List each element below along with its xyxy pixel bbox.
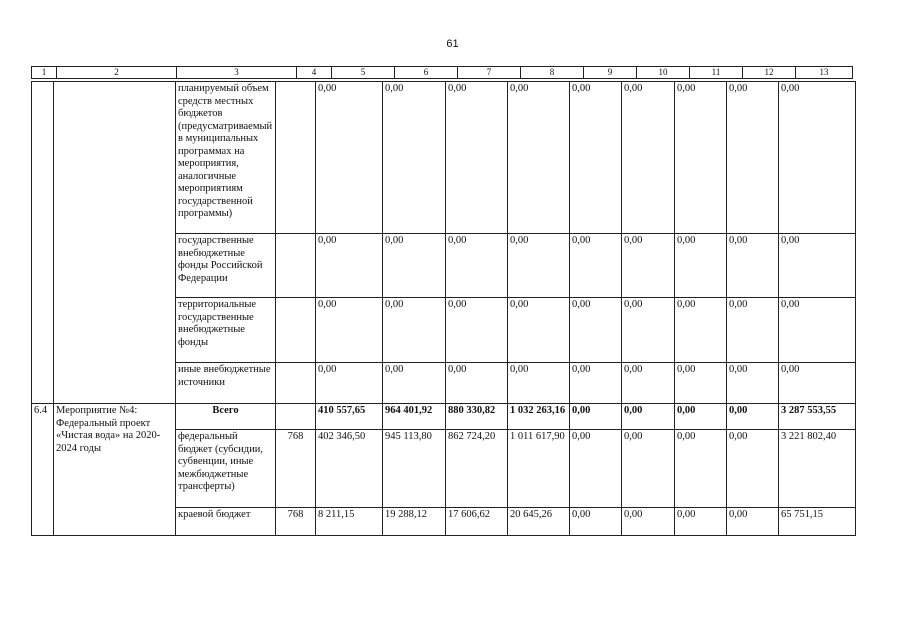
header-col-13: 13 [796,67,853,79]
page-number: 61 [446,38,459,50]
value-cell: 0,00 [508,363,570,404]
source-label: планируемый объем средств местных бюджетов (предусматриваемый в муниципальных программах на мероприятия, аналогичные мероприятиям государственной программы) [176,82,276,234]
value-cell: 0,00 [446,363,508,404]
value-cell: 0,00 [316,234,383,298]
code-cell: 768 [276,430,316,508]
header-col-9: 9 [584,67,637,79]
value-cell: 0,00 [316,298,383,363]
code-cell [276,298,316,363]
value-cell: 0,00 [727,508,779,536]
measure-name: Мероприятие №4: Федеральный проект «Чистая вода» на 2020-2024 годы [54,404,176,536]
code-cell [276,82,316,234]
header-col-12: 12 [743,67,796,79]
value-cell: 0,00 [316,82,383,234]
value-cell: 1 032 263,16 [508,404,570,430]
value-cell: 964 401,92 [383,404,446,430]
value-cell: 0,00 [508,82,570,234]
source-label: краевой бюджет [176,508,276,536]
value-cell: 0,00 [570,298,622,363]
value-cell: 0,00 [727,234,779,298]
header-col-3: 3 [177,67,297,79]
value-cell: 19 288,12 [383,508,446,536]
value-cell: 0,00 [570,234,622,298]
value-cell: 0,00 [727,430,779,508]
value-cell: 0,00 [622,82,675,234]
header-col-8: 8 [521,67,584,79]
value-cell: 0,00 [383,234,446,298]
table-row [32,82,856,234]
value-cell: 0,00 [446,298,508,363]
value-cell: 0,00 [675,363,727,404]
source-label: федеральный бюджет (субсидии, субвенции, иные межбюджетные трансферты) [176,430,276,508]
source-label: территориальные государственные внебюджетные фонды [176,298,276,363]
value-cell: 862 724,20 [446,430,508,508]
value-cell: 17 606,62 [446,508,508,536]
value-cell: 1 011 617,90 [508,430,570,508]
value-cell: 3 221 802,40 [779,430,856,508]
value-cell: 8 211,15 [316,508,383,536]
source-label-total: Всего [176,404,276,430]
code-cell: 768 [276,508,316,536]
value-cell: 0,00 [622,234,675,298]
value-cell: 0,00 [570,404,622,430]
value-cell: 0,00 [570,82,622,234]
value-cell: 0,00 [779,298,856,363]
value-cell: 410 557,65 [316,404,383,430]
source-label: иные внебюджетные источники [176,363,276,404]
header-col-11: 11 [690,67,743,79]
value-cell: 0,00 [446,82,508,234]
value-cell: 0,00 [779,82,856,234]
value-cell: 0,00 [727,298,779,363]
value-cell: 0,00 [622,430,675,508]
cell-number-empty [32,82,54,404]
value-cell: 0,00 [675,430,727,508]
value-cell: 880 330,82 [446,404,508,430]
value-cell: 0,00 [727,82,779,234]
value-cell: 0,00 [675,234,727,298]
value-cell: 0,00 [727,363,779,404]
header-col-6: 6 [395,67,458,79]
value-cell: 0,00 [622,363,675,404]
value-cell: 0,00 [383,82,446,234]
value-cell: 0,00 [622,404,675,430]
value-cell: 0,00 [622,508,675,536]
value-cell: 0,00 [727,404,779,430]
value-cell: 0,00 [316,363,383,404]
value-cell: 945 113,80 [383,430,446,508]
measure-number: 6.4 [32,404,54,536]
value-cell: 0,00 [508,298,570,363]
value-cell: 0,00 [383,298,446,363]
source-label: государственные внебюджетные фонды Российской Федерации [176,234,276,298]
value-cell: 0,00 [675,508,727,536]
value-cell: 0,00 [779,234,856,298]
value-cell: 0,00 [446,234,508,298]
header-col-2: 2 [57,67,177,79]
header-col-7: 7 [458,67,521,79]
code-cell [276,404,316,430]
value-cell: 0,00 [570,363,622,404]
value-cell: 65 751,15 [779,508,856,536]
funding-table [31,81,856,536]
value-cell: 402 346,50 [316,430,383,508]
value-cell: 3 287 553,55 [779,404,856,430]
value-cell: 0,00 [570,430,622,508]
header-col-5: 5 [332,67,395,79]
code-cell [276,234,316,298]
value-cell: 20 645,26 [508,508,570,536]
header-col-1: 1 [32,67,57,79]
value-cell: 0,00 [675,82,727,234]
column-number-header [31,66,853,79]
value-cell: 0,00 [508,234,570,298]
value-cell: 0,00 [570,508,622,536]
value-cell: 0,00 [675,404,727,430]
table-row [32,404,856,430]
value-cell: 0,00 [622,298,675,363]
header-col-10: 10 [637,67,690,79]
cell-name-empty [54,82,176,404]
value-cell: 0,00 [383,363,446,404]
header-col-4: 4 [297,67,332,79]
value-cell: 0,00 [675,298,727,363]
code-cell [276,363,316,404]
value-cell: 0,00 [779,363,856,404]
